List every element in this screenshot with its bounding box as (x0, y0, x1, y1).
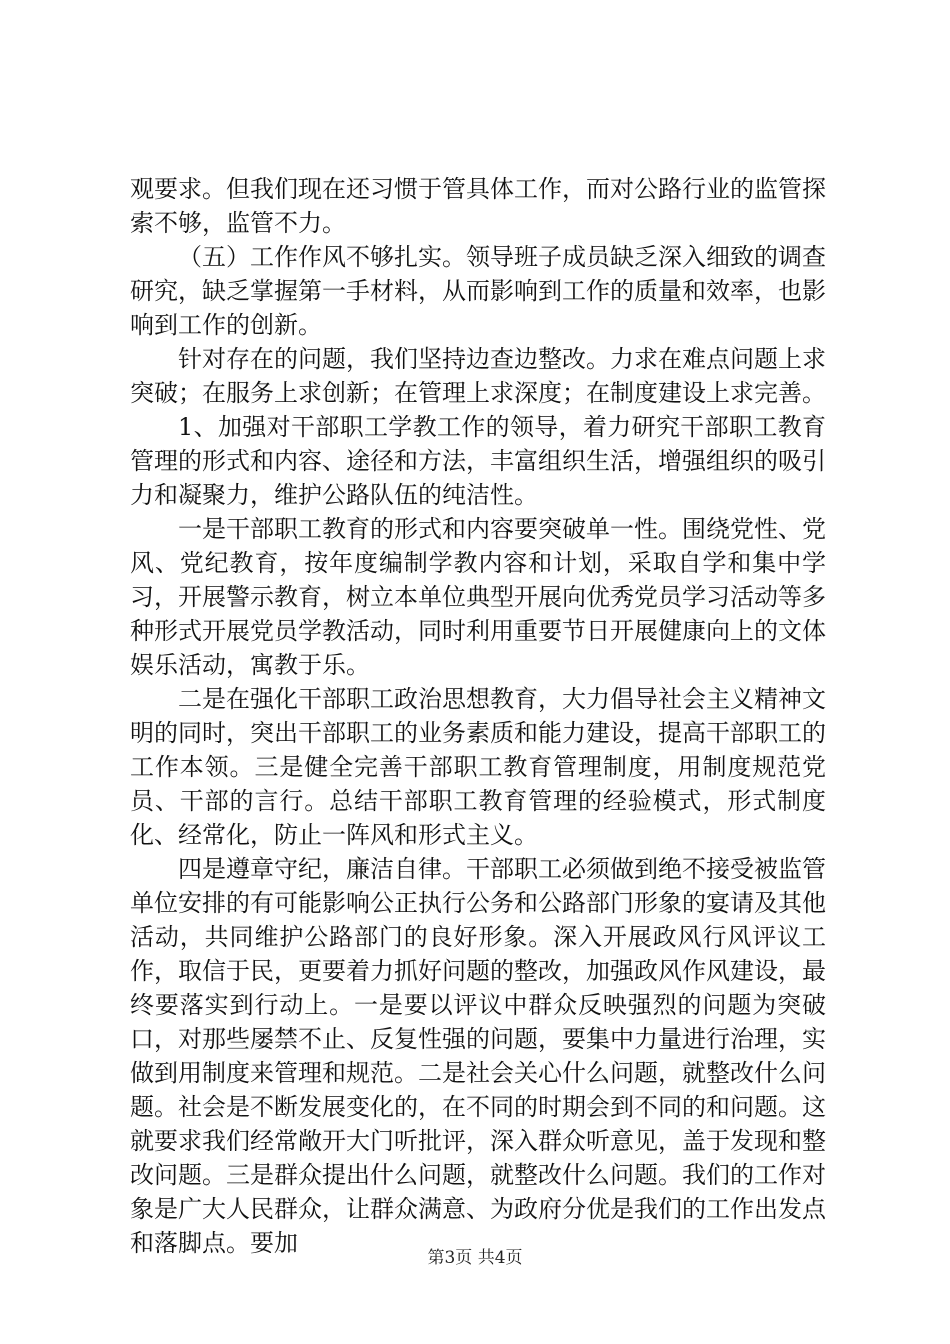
page-footer: 第3页 共4页 (427, 1248, 523, 1268)
paragraph-4: 1、加强对干部职工学教工作的领导，着力研究干部职工教育管理的形式和内容、途径和方法，丰富组织生活，增强组织的吸引力和凝聚力，维护公路队伍的纯洁性。 (130, 413, 826, 509)
paragraph-6: 二是在强化干部职工政治思想教育，大力倡导社会主义精神文明的同时，突出干部职工的业务素质和能力建设，提高干部职工的工作本领。三是健全完善干部职工教育管理制度，用制度规范党员、干部的言行。总结干部职工教育管理的经验模式，形式制度化、经常化，防止一阵风和形式主义。 (130, 685, 826, 849)
paragraph-7: 四是遵章守纪，廉洁自律。干部职工必须做到绝不接受被监管单位安排的有可能影响公正执行公务和公路部门形象的宴请及其他活动，共同维护公路部门的良好形象。深入开展政风行风评议工作，取信于民，更要着力抓好问题的整改，加强政风作风建设，最终要落实到行动上。一是要以评议中群众反映强烈的问题为突破口，对那些屡禁不止、反复性强的问题，要集中力量进行治理，实做到用制度来管理和规范。二是社会关心什么问题，就整改什么问题。社会是不断发展变化的，在不同的时期会到不同的和问题。这就要求我们经常敞开大门听批评，深入群众听意见，盖于发现和整改问题。三是群众提出什么问题，就整改什么问题。我们的工作对象是广大人民群众，让群众满意、为政府分优是我们的工作出发点和落脚点。要加 (130, 855, 826, 1257)
document-body (130, 172, 826, 1260)
paragraph-3: 针对存在的问题，我们坚持边查边整改。力求在难点问题上求突破；在服务上求创新；在管理上求深度；在制度建设上求完善。 (130, 345, 826, 407)
paragraph-1: 观要求。但我们现在还习惯于管具体工作，而对公路行业的监管探索不够，监管不力。 (130, 175, 826, 237)
paragraph-5: 一是干部职工教育的形式和内容要突破单一性。围绕党性、党风、党纪教育，按年度编制学教内容和计划，采取自学和集中学习，开展警示教育，树立本单位典型开展向优秀党员学习活动等多种形式开展党员学教活动，同时利用重要节日开展健康向上的文体娱乐活动，寓教于乐。 (130, 515, 826, 679)
paragraph-2: （五）工作作风不够扎实。领导班子成员缺乏深入细致的调查研究，缺乏掌握第一手材料，从而影响到工作的质量和效率，也影响到工作的创新。 (130, 243, 826, 339)
